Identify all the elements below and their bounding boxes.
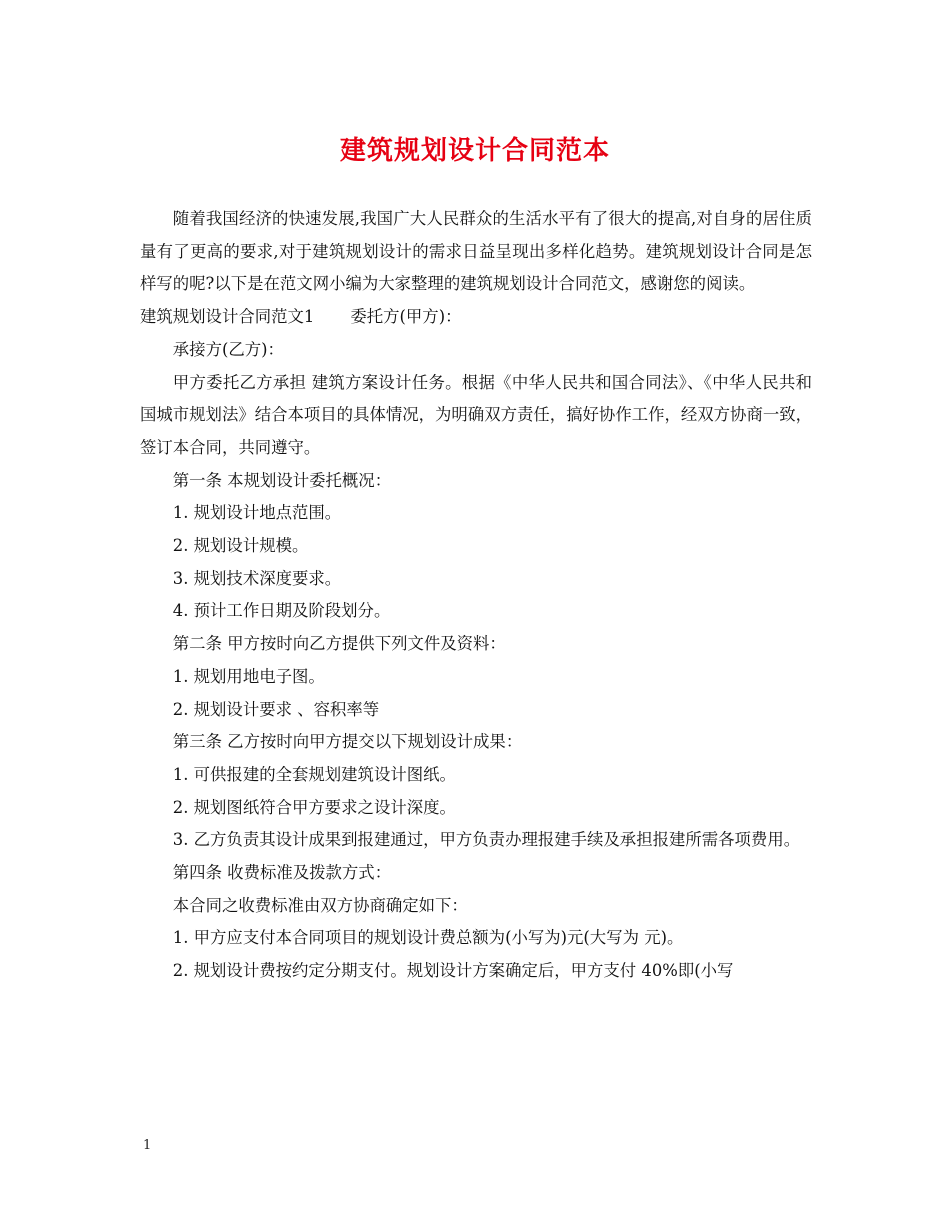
article-1-item: 4. 预计工作日期及阶段划分。 [172, 601, 391, 621]
article-1-item: 3. 规划技术深度要求。 [172, 568, 342, 588]
sample-heading: 建筑规划设计合同范文1 [140, 307, 315, 327]
article-2-item: 1. 规划用地电子图。 [172, 666, 325, 686]
party-b-label: 承接方(乙方)： [172, 339, 284, 359]
article-3-item: 1. 可供报建的全套规划建筑设计图纸。 [172, 764, 456, 784]
sample-heading-line [140, 301, 812, 334]
article-4-intro: 本合同之收费标准由双方协商确定如下： [172, 895, 468, 915]
article-1-item: 2. 规划设计规模。 [172, 536, 309, 556]
article-2-item: 2. 规划设计要求 、容积率等 [172, 699, 380, 719]
page-number: 1 [143, 1138, 152, 1153]
article-1-heading: 第一条 本规划设计委托概况： [172, 470, 392, 490]
article-3-heading: 第三条 乙方按时向甲方提交以下规划设计成果： [172, 732, 523, 752]
article-2-heading: 第二条 甲方按时向乙方提供下列文件及资料： [172, 634, 506, 654]
document-title: 建筑规划设计合同范本 [339, 136, 610, 166]
article-4-heading: 第四条 收费标准及拨款方式： [172, 863, 392, 883]
party-a-label: 委托方(甲方)： [350, 307, 462, 327]
article-3-item: 2. 规划图纸符合甲方要求之设计深度。 [172, 797, 456, 817]
document-body [140, 203, 812, 988]
article-3-item: 3. 乙方负责其设计成果到报建通过，甲方负责办理报建手续及承担报建所需各项费用。 [172, 830, 801, 850]
article-4-item: 2. 规划设计费按约定分期支付。规划设计方案确定后，甲方支付 40%即(小写 [172, 961, 734, 981]
intro-paragraph: 随着我国经济的快速发展,我国广大人民群众的生活水平有了很大的提高,对自身的居住质量有了更高的要求,对于建筑规划设计的需求日益呈现出多样化趋势。建筑规划设计合同是怎样写的呢?以下是在范文网小编为大家整理的建筑规划设计合同范文，感谢您的阅读。 [140, 209, 812, 294]
article-4-item: 1. 甲方应支付本合同项目的规划设计费总额为(小写为)元(大写为 元)。 [172, 928, 684, 948]
preamble-paragraph: 甲方委托乙方承担 建筑方案设计任务。根据《中华人民共和国合同法》、《中华人民共和国城市规划法》结合本项目的具体情况，为明确双方责任，搞好协作工作，经双方协商一致，签订本合同，共同遵守。 [140, 372, 813, 457]
article-1-item: 1. 规划设计地点范围。 [172, 503, 342, 523]
